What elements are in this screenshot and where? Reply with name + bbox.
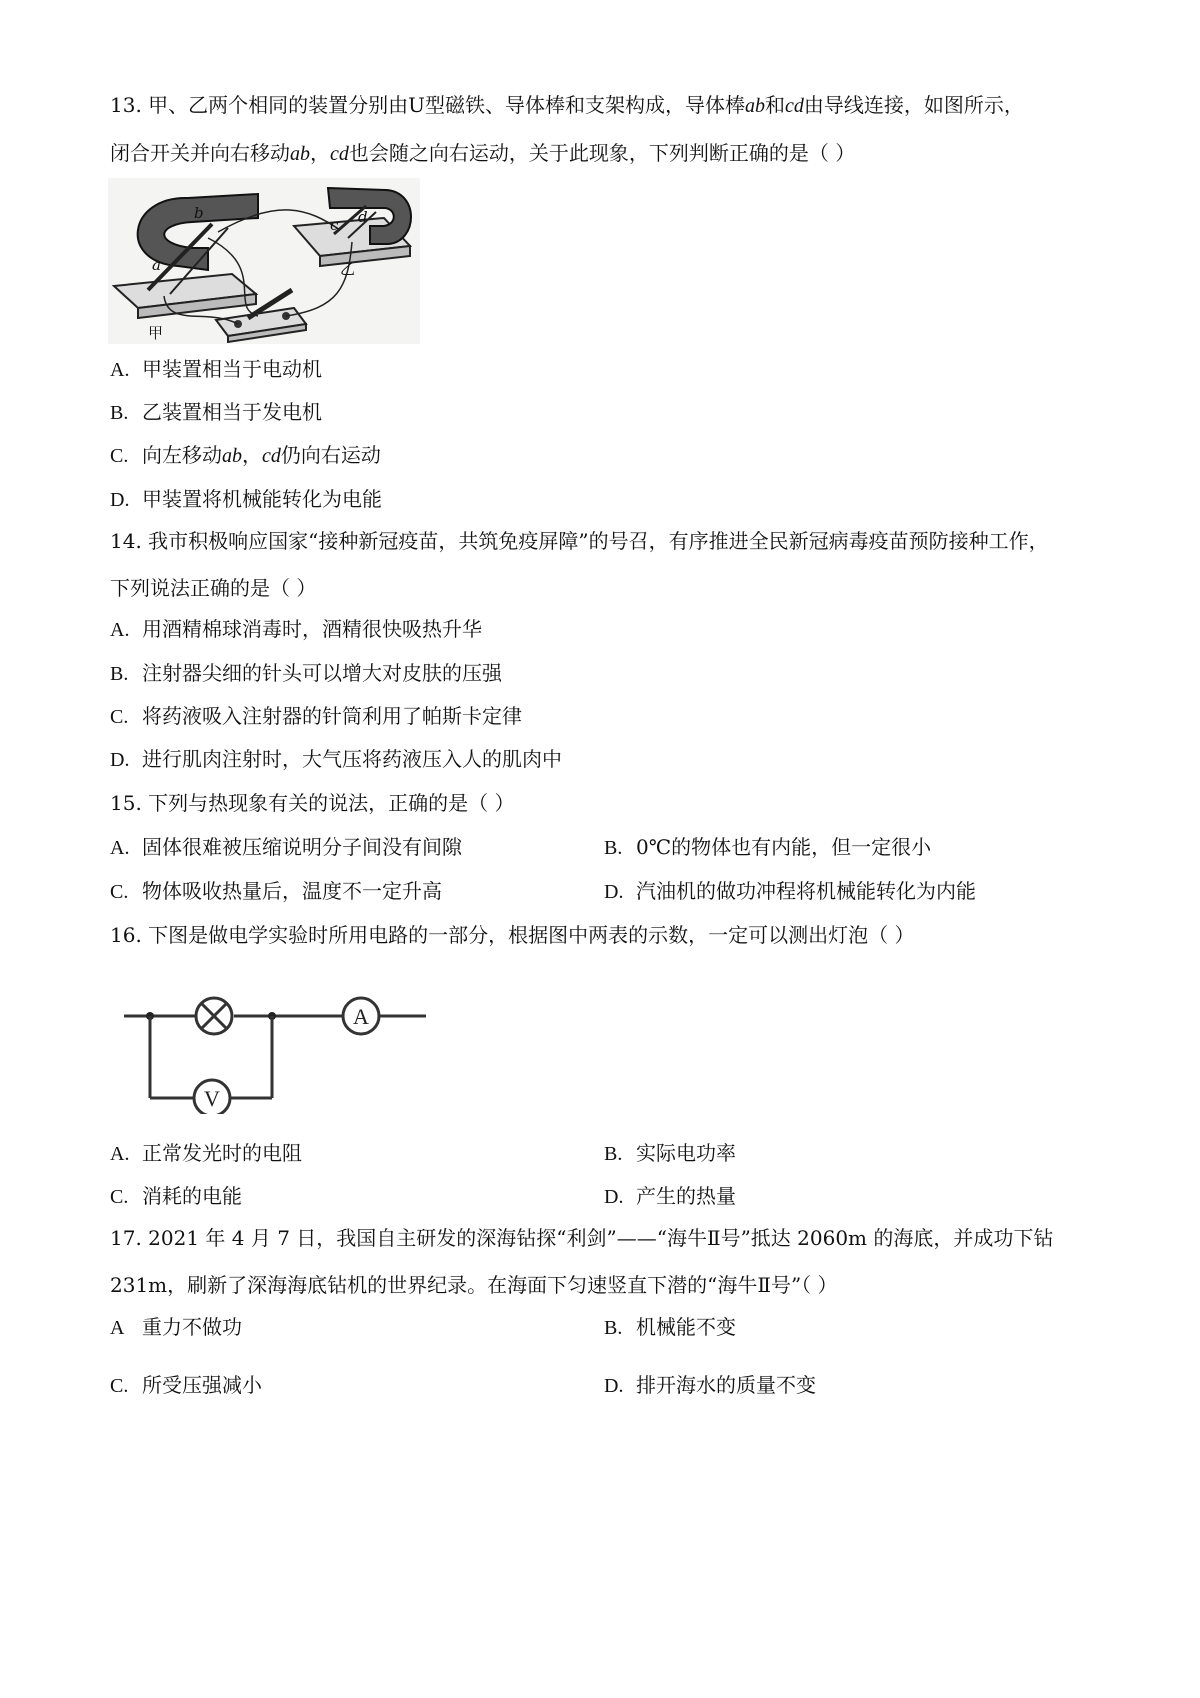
option-text: 所受压强减小 [142, 1373, 262, 1397]
option-text: 产生的热量 [636, 1184, 736, 1208]
q15-option-c [110, 876, 442, 907]
q15-option-d [604, 876, 976, 907]
q16-option-d [604, 1181, 736, 1212]
q13-stem-text: 和 [765, 93, 786, 117]
q13-ab: ab [222, 445, 242, 467]
option-letter: C. [110, 445, 129, 467]
q13-label-jia: 甲 [148, 324, 164, 342]
q13-ab: ab [745, 95, 766, 117]
option-letter: C. [110, 1375, 129, 1397]
option-text: 物体吸收热量后，温度不一定升高 [142, 879, 442, 903]
q13-figure [108, 178, 420, 344]
option-letter: C. [110, 881, 129, 903]
option-text: 正常发光时的电阻 [142, 1141, 302, 1165]
option-letter: C. [110, 706, 129, 728]
q17-option-c [110, 1370, 262, 1401]
q13-cd: cd [262, 445, 281, 467]
q17-option-b [604, 1312, 736, 1343]
q13-option-a [110, 354, 322, 385]
option-letter: A [110, 1317, 125, 1339]
q13-label-b: b [194, 204, 204, 222]
q13-stem-text: ， [310, 141, 330, 165]
q17-stem-text: 17. 2021 年 4 月 7 日，我国自主研发的深海钻探“利剑”——“海牛Ⅱ号”抵达 2060m 的海底，并成功下钻 [110, 1226, 1054, 1250]
q13-stem-text: 闭合开关并向右移动 [110, 141, 290, 165]
option-text: 汽油机的做功冲程将机械能转化为内能 [636, 879, 976, 903]
q13-option-d [110, 484, 382, 515]
option-text: ， [242, 443, 262, 467]
q14-option-a [110, 614, 482, 645]
q13-stem-text: 由导线连接，如图所示， [803, 93, 1024, 117]
option-text: 进行肌肉注射时，大气压将药液压入人的肌肉中 [142, 747, 562, 771]
option-text: 甲装置将机械能转化为电能 [142, 487, 382, 511]
q15-stem [110, 788, 515, 818]
q16-option-b [604, 1138, 736, 1169]
option-letter: B. [604, 1317, 623, 1339]
option-letter: D. [604, 881, 624, 903]
q16-option-a [110, 1138, 302, 1169]
q13-stem-text: 13. 甲、乙两个相同的装置分别由U型磁铁、导体棒和支架构成，导体棒 [110, 93, 746, 117]
option-letter: B. [110, 663, 129, 685]
q15-option-a [110, 832, 462, 863]
q13-option-c [110, 440, 381, 471]
option-text: 重力不做功 [142, 1315, 242, 1339]
q17-option-d [604, 1370, 816, 1401]
q13-label-yi: 乙 [340, 260, 356, 278]
ammeter-symbol [343, 998, 379, 1034]
option-text: 向左移动 [142, 443, 222, 467]
option-text: 实际电功率 [636, 1141, 736, 1165]
option-letter: B. [110, 402, 129, 424]
q14-option-d [110, 744, 562, 775]
option-letter: D. [604, 1186, 624, 1208]
option-text: 固体很难被压缩说明分子间没有间隙 [142, 835, 462, 859]
option-letter: B. [604, 837, 623, 859]
q16-stem [110, 920, 915, 950]
voltmeter-label: V [204, 1086, 220, 1111]
option-letter: A. [110, 1143, 130, 1165]
option-text: 甲装置相当于电动机 [142, 357, 322, 381]
q14-option-b [110, 658, 502, 689]
q17-stem [110, 1215, 1110, 1309]
q15-stem-text: 15. 下列与热现象有关的说法，正确的是（ ） [110, 791, 515, 815]
voltmeter-symbol [194, 1080, 230, 1114]
q13-cd: cd [785, 95, 804, 117]
q14-stem [110, 518, 1110, 612]
q13-label-c: c [330, 216, 339, 234]
option-text: 消耗的电能 [142, 1184, 242, 1208]
option-letter: A. [110, 359, 130, 381]
ammeter-label: A [353, 1004, 369, 1029]
q16-circuit-diagram [120, 988, 430, 1114]
q13-label-d: d [358, 208, 368, 226]
q17-stem-text: 231m，刷新了深海海底钻机的世界纪录。在海面下匀速竖直下潜的“海牛Ⅱ号”（ ） [110, 1273, 838, 1297]
bulb-symbol [196, 998, 232, 1034]
q13-stem-text: 也会随之向右运动，关于此现象，下列判断正确的是（ ） [348, 141, 856, 165]
option-text: 将药液吸入注射器的针筒利用了帕斯卡定律 [142, 704, 522, 728]
option-text: 0℃的物体也有内能，但一定很小 [636, 835, 932, 859]
q16-stem-text: 16. 下图是做电学实验时所用电路的一部分，根据图中两表的示数，一定可以测出灯泡（ ） [110, 923, 915, 947]
q16-option-c [110, 1181, 242, 1212]
option-letter: D. [110, 489, 130, 511]
option-letter: B. [604, 1143, 623, 1165]
q13-label-a: a [152, 256, 161, 274]
option-text: 机械能不变 [636, 1315, 736, 1339]
q14-stem-text: 下列说法正确的是（ ） [110, 576, 317, 600]
option-text: 排开海水的质量不变 [636, 1373, 816, 1397]
option-text: 注射器尖细的针头可以增大对皮肤的压强 [142, 661, 502, 685]
option-text: 用酒精棉球消毒时，酒精很快吸热升华 [142, 617, 482, 641]
q14-option-c [110, 701, 522, 732]
option-letter: D. [604, 1375, 624, 1397]
q17-option-a [110, 1312, 242, 1343]
option-text: 乙装置相当于发电机 [142, 400, 322, 424]
option-letter: A. [110, 837, 130, 859]
q13-option-b [110, 397, 322, 428]
q15-option-b [604, 832, 931, 863]
q14-stem-text: 14. 我市积极响应国家“接种新冠疫苗，共筑免疫屏障”的号召，有序推进全民新冠病毒疫苗预防接种工作， [110, 529, 1049, 553]
q13-ab: ab [290, 143, 310, 165]
q13-stem [110, 82, 1110, 178]
option-letter: C. [110, 1186, 129, 1208]
option-letter: D. [110, 749, 130, 771]
option-text: 仍向右运动 [280, 443, 381, 467]
option-letter: A. [110, 619, 130, 641]
q13-cd: cd [330, 143, 349, 165]
